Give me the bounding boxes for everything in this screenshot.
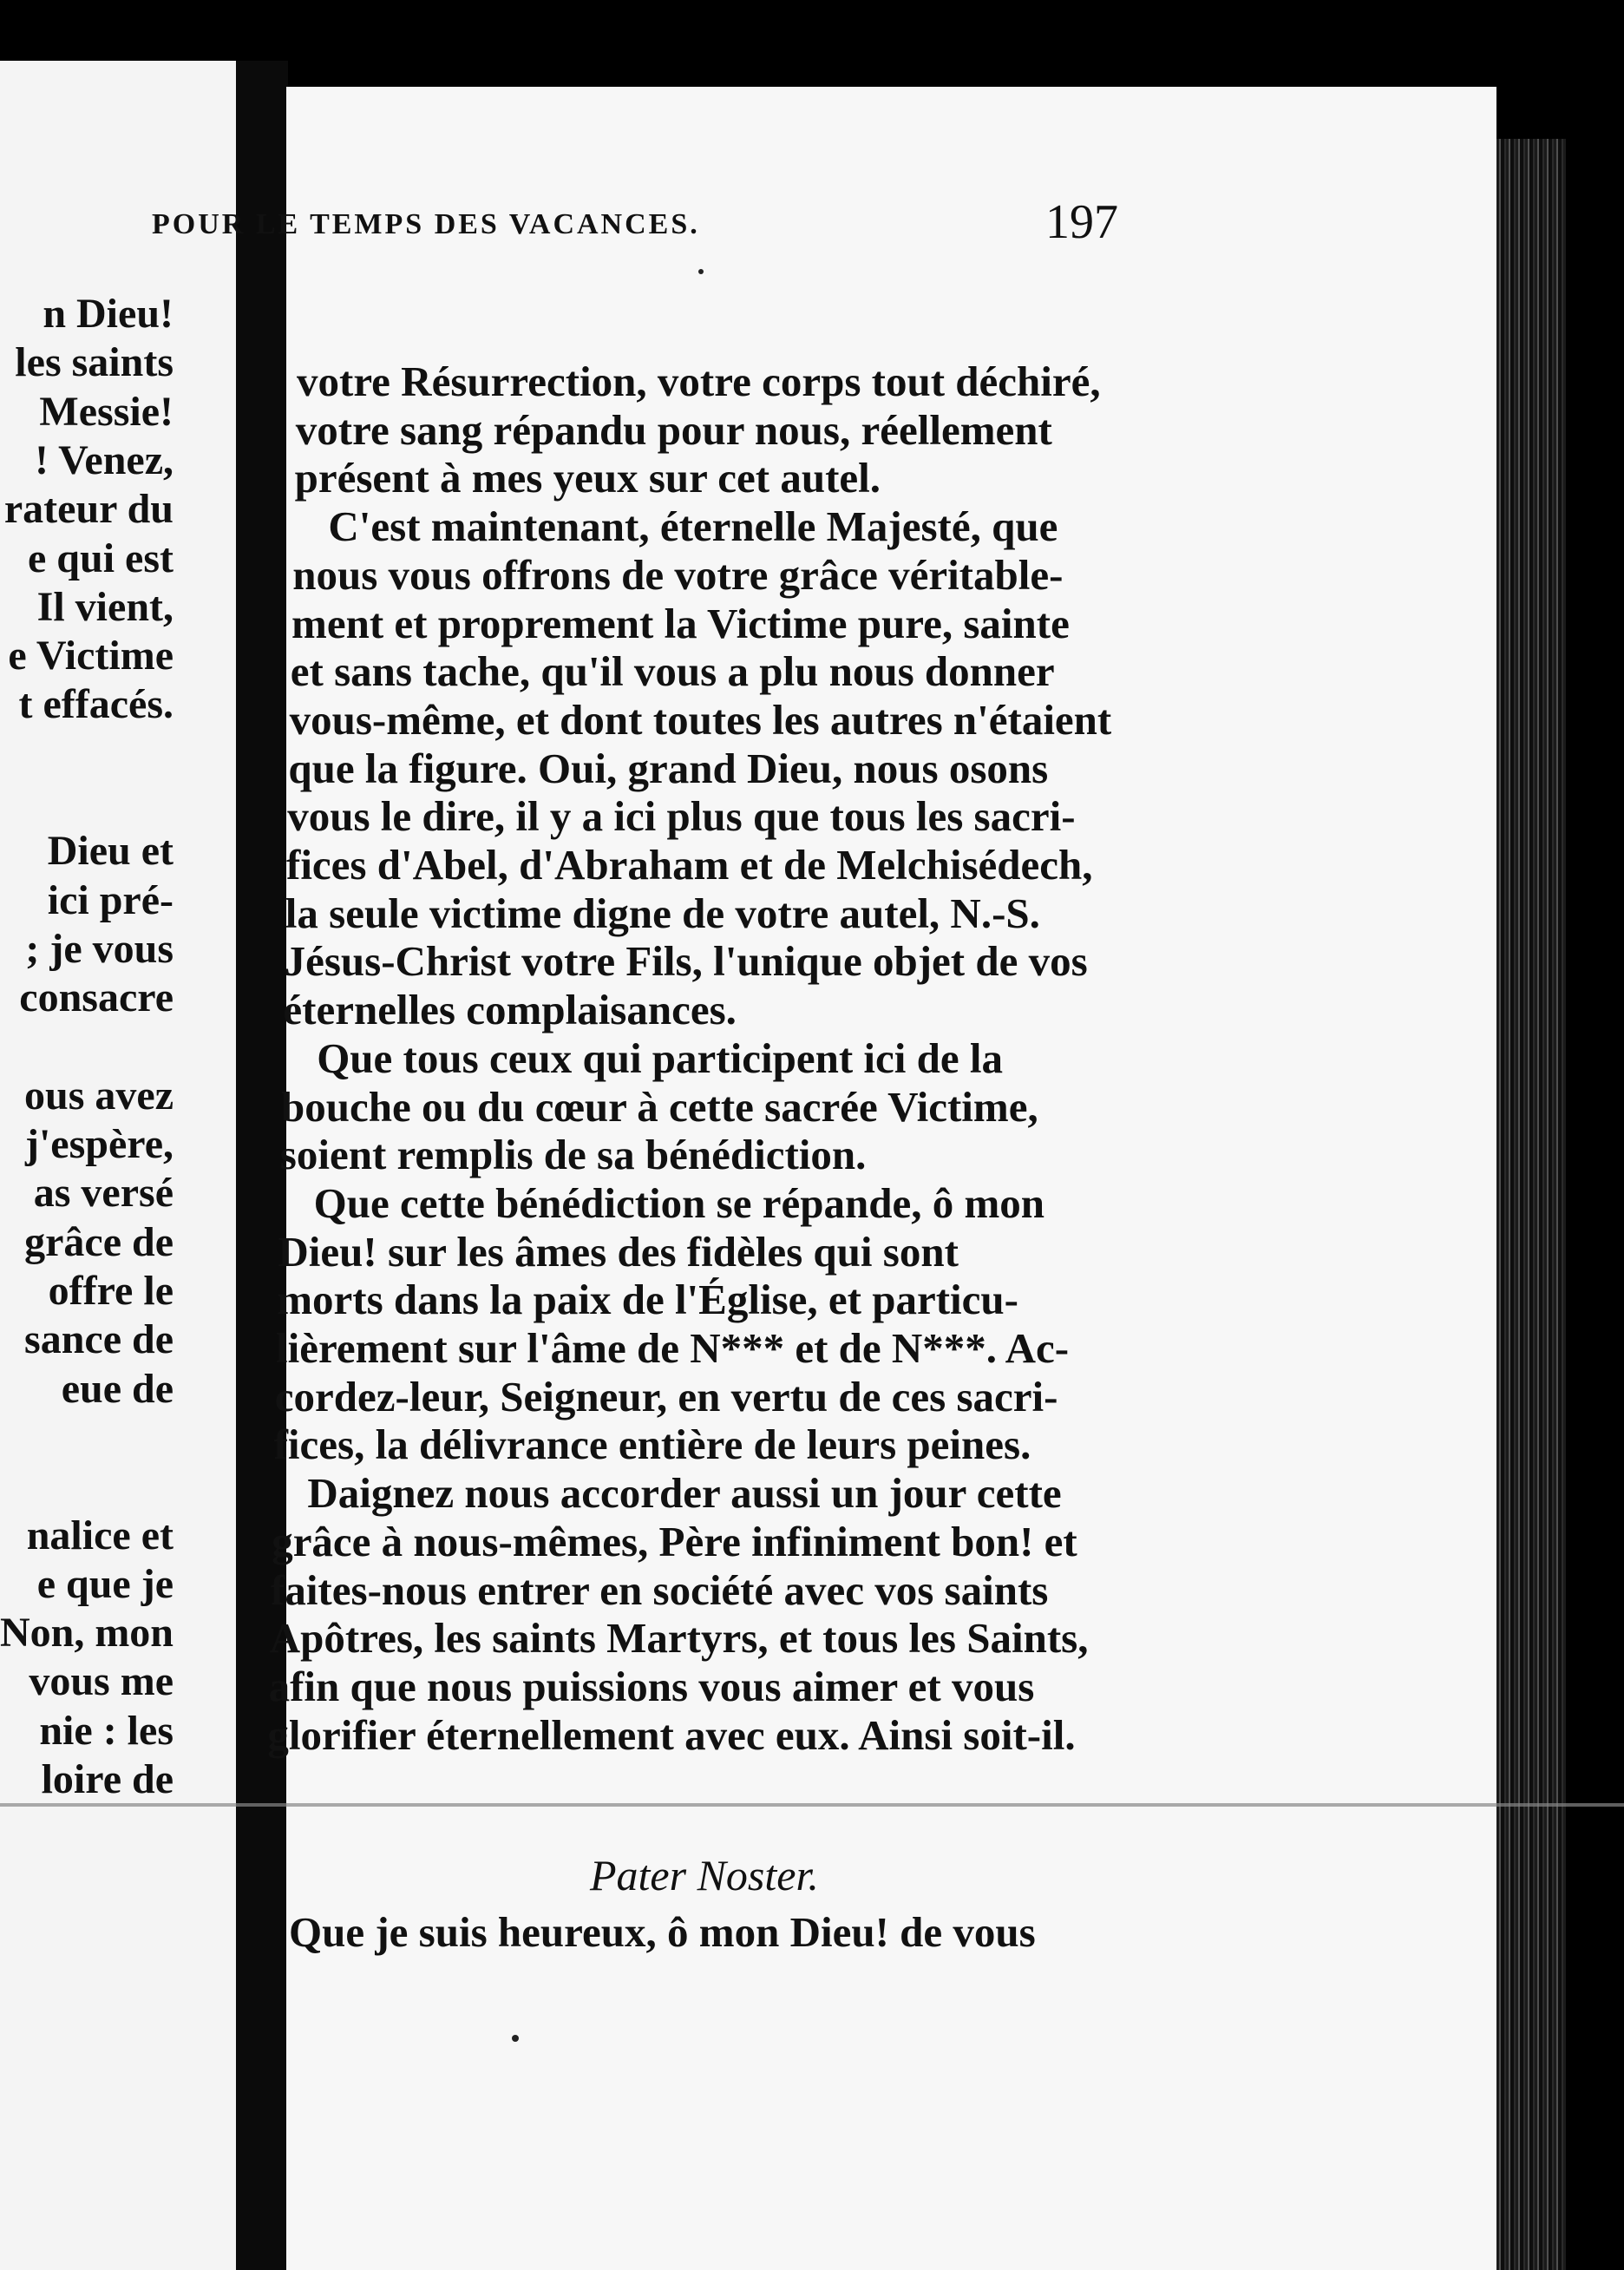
left-page-line: e qui est	[28, 535, 174, 581]
body-line: votre Résurrection, votre corps tout déchiré,	[297, 358, 1101, 405]
left-page-line: nie : les	[39, 1707, 174, 1754]
left-page-line: offre le	[48, 1268, 174, 1314]
body-line: fices, la délivrance entière de leurs peines.	[273, 1420, 1031, 1469]
left-page-line: Non, mon	[0, 1610, 174, 1657]
left-page-line: eue de	[61, 1365, 174, 1412]
body-line: ment et proprement la Victime pure, sainte	[291, 599, 1070, 647]
left-page-line: as versé	[33, 1170, 174, 1217]
final-line: Que je suis heureux, ô mon Dieu! de vous	[289, 1908, 1036, 1956]
body-line: bouche ou du cœur à cette sacrée Victime,	[281, 1082, 1038, 1131]
body-line: votre sang répandu pour nous, réellement	[295, 405, 1052, 454]
body-line: éternelles complaisances.	[283, 986, 737, 1034]
body-line: cordez-leur, Seigneur, en vertu de ces sacri-	[274, 1372, 1058, 1420]
left-page-line: Dieu et	[47, 828, 174, 875]
body-line: fices d'Abel, d'Abraham et de Melchisédech,	[286, 841, 1093, 889]
body-line: vous le dire, il y a ici plus que tous les sacri-	[287, 792, 1076, 841]
left-page-line: vous me	[29, 1658, 174, 1705]
body-line: Jésus-Christ votre Fils, l'unique objet de vos	[284, 937, 1088, 986]
left-page	[0, 61, 236, 2270]
body-line: Que tous ceux qui participent ici de la	[317, 1033, 1004, 1082]
body-line: morts dans la paix de l'Église, et particu-	[277, 1276, 1018, 1324]
left-page-line: ous avez	[24, 1072, 174, 1119]
body-line: soient remplis de sa bénédiction.	[279, 1131, 867, 1179]
body-line: afin que nous puissions vous aimer et vous	[268, 1662, 1035, 1710]
left-page-line: e Victime	[8, 633, 174, 679]
page-edges	[1496, 139, 1566, 2270]
body-line: faites-nous entrer en société avec vos saints	[271, 1565, 1049, 1614]
left-page-line: Messie!	[39, 388, 174, 435]
body-line: C'est maintenant, éternelle Majesté, que	[328, 502, 1058, 551]
left-page-line: j'espère,	[24, 1121, 174, 1168]
body-line: que la figure. Oui, grand Dieu, nous osons	[288, 744, 1049, 792]
scan-rule	[0, 1803, 1624, 1807]
body-line: Dieu! sur les âmes des fidèles qui sont	[278, 1227, 959, 1276]
left-page-line: ; je vous	[25, 925, 174, 972]
body-line: lièrement sur l'âme de N*** et de N***. Ac-	[276, 1324, 1070, 1372]
left-page-line: consacre	[19, 974, 174, 1021]
left-page-line: loire de	[41, 1756, 174, 1802]
body-line: glorifier éternellement avec eux. Ainsi soit-il.	[267, 1710, 1076, 1759]
body-line: Que cette bénédiction se répande, ô mon	[313, 1178, 1045, 1227]
left-page-line: n Dieu!	[43, 291, 174, 337]
left-page-line: ! Venez,	[35, 436, 174, 483]
body-line: Daignez nous accorder aussi un jour cette	[307, 1469, 1062, 1518]
ink-speck	[512, 2035, 519, 2042]
body-line: vous-même, et dont toutes les autres n'étaient	[289, 695, 1112, 744]
book-cover-edge	[1566, 139, 1624, 2270]
body-line: Apôtres, les saints Martyrs, et tous les Saints,	[269, 1614, 1089, 1663]
body-line: nous vous offrons de votre grâce véritable-	[292, 550, 1064, 599]
left-page-line: Il vient,	[36, 583, 174, 630]
left-page-line: e que je	[36, 1560, 174, 1607]
left-page-line: sance de	[24, 1316, 174, 1363]
left-page-line: grâce de	[24, 1218, 174, 1265]
left-page-line: les saints	[15, 339, 174, 386]
body-line: et sans tache, qu'il vous a plu nous donner	[290, 647, 1055, 696]
body-line: la seule victime digne de votre autel, N.-S.	[285, 889, 1040, 937]
body-line: présent à mes yeux sur cet autel.	[294, 454, 881, 502]
left-page-line: nalice et	[26, 1512, 174, 1558]
left-page-line: rateur du	[3, 486, 174, 533]
ink-speck	[698, 269, 704, 274]
running-title: POUR LE TEMPS DES VACANCES.	[152, 208, 700, 240]
pater-noster-caption: Pater Noster.	[590, 1851, 819, 1899]
left-page-line: t effacés.	[18, 681, 174, 728]
body-line: grâce à nous-mêmes, Père infiniment bon! et	[272, 1517, 1077, 1565]
page-number: 197	[1045, 195, 1118, 249]
left-page-line: ici pré-	[47, 876, 174, 923]
